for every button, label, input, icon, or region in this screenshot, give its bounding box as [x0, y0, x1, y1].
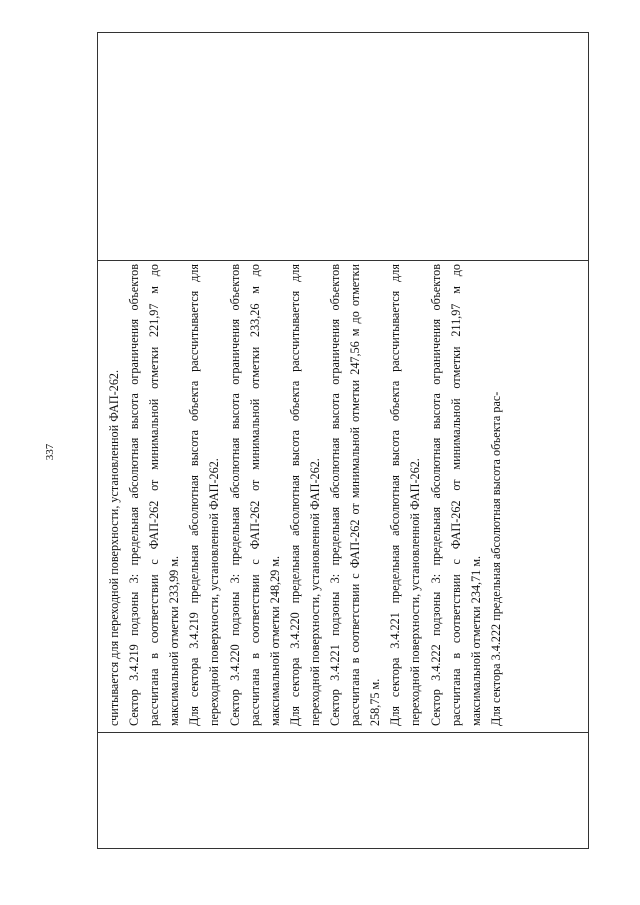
table-paragraph: Для сектора 3.4.219 предельная абсолютная высота объекта рассчитывается для переходной поверхности, установленной ФАП-262. [187, 264, 222, 726]
rotated-text-block [104, 264, 584, 726]
table-paragraph: Для сектора 3.4.221 предельная абсолютная высота объекта рассчитывается для переходной поверхности, установленной ФАП-262. [388, 264, 423, 726]
document-table [97, 32, 589, 849]
table-paragraph: Сектор 3.4.219 подзоны 3: предельная абсолютная высота ограничения объектов рассчитана в соответствии с ФАП-262 от минимальной отметки 221,97 м до максимальной отметки 233,99 м. [127, 264, 182, 726]
table-paragraph: считывается для переходной поверхности, установленной ФАП-262. [107, 369, 121, 726]
table-row-divider-bottom [98, 732, 588, 733]
page-number: 337 [44, 443, 56, 461]
table-paragraph: Сектор 3.4.222 подзоны 3: предельная абсолютная высота ограничения объектов рассчитана в соответствии с ФАП-262 от минимальной отметки 211,97 м до максимальной отметки 234,71 м. [428, 264, 483, 726]
table-paragraph: Для сектора 3.4.222 предельная абсолютная высота объекта рас- [488, 391, 503, 726]
table-paragraph: Сектор 3.4.220 подзоны 3: предельная абсолютная высота ограничения объектов рассчитана в соответствии с ФАП-262 от минимальной отметки 233,26 м до максимальной отметки 248,29 м. [227, 264, 282, 726]
table-paragraph: Для сектора 3.4.220 предельная абсолютная высота объекта рассчитывается для переходной поверхности, установленной ФАП-262. [287, 264, 322, 726]
table-paragraph: Сектор 3.4.221 подзоны 3: предельная абсолютная высота ограничения объектов рассчитана в соответствии с ФАП-262 от минимальной отметки 247,56 м до отметки 258,75 м. [328, 264, 383, 726]
table-text-cell [98, 260, 590, 732]
